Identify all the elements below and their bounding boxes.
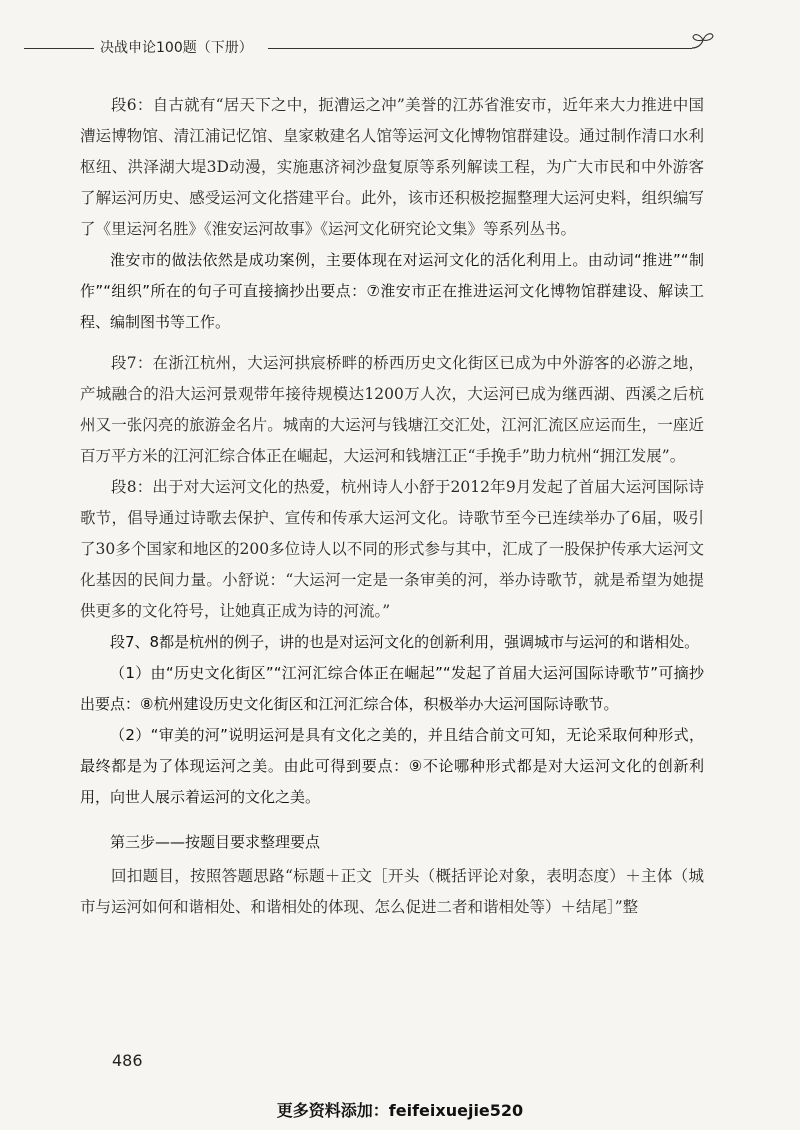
analysis-point-2: （2）“审美的河”说明运河是具有文化之美的，并且结合前文可知，无论采取何种形式，最终都是为了体现运河之美。由此可得到要点：⑨不论哪种形式都是对大运河文化的创新利用，向世人展示着运河的文化之美。 <box>80 726 704 806</box>
page-number: 486 <box>112 1051 143 1070</box>
running-header <box>0 34 800 64</box>
header-rule-right <box>268 48 692 49</box>
sprout-icon <box>690 28 716 54</box>
paragraph-7: 段7：在浙江杭州，大运河拱宸桥畔的桥西历史文化街区已成为中外游客的必游之地，产城融合的沿大运河景观带年接待规模达1200万人次，大运河已成为继西湖、西溪之后杭州又一张闪亮的旅游金名片。城南的大运河与钱塘江交汇处，江河汇流区应运而生，一座近百万平方米的江河汇综合体正在崛起，大运河和钱塘江正“手挽手”助力杭州“拥江发展”。 <box>80 354 704 465</box>
analysis-paragraph-7-8: 段7、8都是杭州的例子，讲的也是对运河文化的创新利用，强调城市与运河的和谐相处。 <box>110 633 700 651</box>
book-title: 决战申论100题（下册） <box>100 40 253 56</box>
paragraph-6: 段6：自古就有“居天下之中，扼漕运之冲”美誉的江苏省淮安市，近年来大力推进中国漕运博物馆、清江浦记忆馆、皇家敕建名人馆等运河文化博物馆群建设。通过制作清口水利枢纽、洪泽湖大堤3D动漫，实施惠济祠沙盘复原等系列解读工程，为广大市民和中外游客了解运河历史、感受运河文化搭建平台。此外，该市还积极挖掘整理大运河史料，组织编写了《里运河名胜》《淮安运河故事》《运河文化研究论文集》等系列丛书。 <box>80 96 704 238</box>
header-rule-left <box>24 48 94 49</box>
paragraph-8: 段8：出于对大运河文化的热爱，杭州诗人小舒于2012年9月发起了首届大运河国际诗歌节，倡导通过诗歌去保护、宣传和传承大运河文化。诗歌节至今已连续举办了6届，吸引了30多个国家和地区的200多位诗人以不同的形式参与其中，汇成了一股保护传承大运河文化基因的民间力量。小舒说：“大运河一定是一条审美的河，举办诗歌节，就是希望为她提供更多的文化符号，让她真正成为诗的河流。” <box>80 478 704 620</box>
final-paragraph: 回扣题目，按照答题思路“标题＋正文［开头（概括评论对象，表明态度）＋主体（城市与运河如何和谐相处、和谐相处的体现、怎么促进二者和谐相处等）＋结尾］”整 <box>80 867 704 916</box>
footer-note: 更多资料添加：feifeixuejie520 <box>276 1101 524 1120</box>
analysis-point-1: （1）由“历史文化街区”“江河汇综合体正在崛起”“发起了首届大运河国际诗歌节”可摘抄出要点：⑧杭州建设历史文化街区和江河汇综合体，积极举办大运河国际诗歌节。 <box>80 664 704 713</box>
page-body <box>80 90 704 923</box>
step-three-heading: 第三步——按题目要求整理要点 <box>110 833 321 851</box>
analysis-paragraph-6: 淮安市的做法依然是成功案例，主要体现在对运河文化的活化利用上。由动词“推进”“制作”“组织”所在的句子可直接摘抄出要点：⑦淮安市正在推进运河文化博物馆群建设、解读工程、编制图书等工作。 <box>80 251 704 331</box>
